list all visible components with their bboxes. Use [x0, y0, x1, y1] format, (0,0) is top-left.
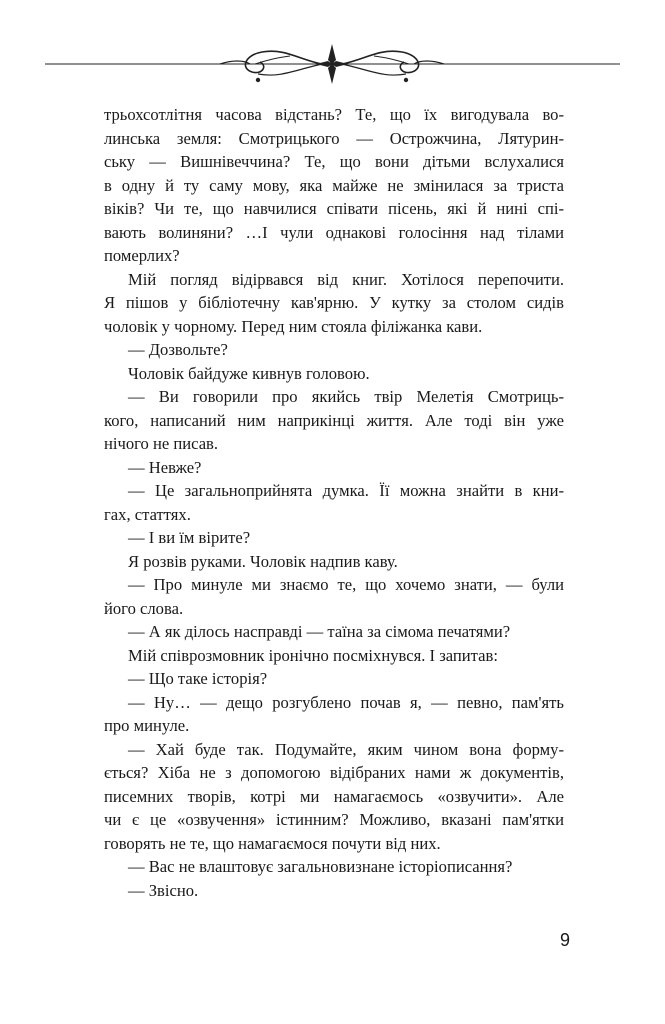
- text-line: — Хай буде так. Подумайте, яким чином вона форму-: [128, 739, 564, 759]
- flourish-ornament-icon: [0, 30, 665, 90]
- text-line: нічого не писав.: [104, 434, 219, 453]
- text-line: говорять не те, що намагаємося почути від них.: [104, 833, 441, 853]
- text-line: Мій співрозмовник іронічно посміхнувся. І запитав:: [128, 645, 498, 665]
- body-text: [104, 103, 564, 902]
- text-line: Я розвів руками. Чоловік надпив каву.: [128, 551, 398, 571]
- text-line: померлих?: [104, 246, 180, 265]
- text-line: вають волиняни? …І чули однакові голосіння над тілами: [104, 222, 564, 242]
- text-line: чи є це «озвучення» істинним? Можливо, вказані пам'ятки: [104, 810, 564, 829]
- text-line: ську — Вишнівеччина? Те, що вони дітьми вслухалися: [104, 152, 564, 171]
- text-line: — Ну… — дещо розгублено почав я, — певно, пам'ять: [128, 692, 564, 712]
- text-line: — Дозвольте?: [128, 340, 228, 359]
- text-line: ється? Хіба не з допомогою відібраних нами ж документів,: [104, 763, 564, 782]
- text-line: — Що таке історія?: [128, 669, 268, 688]
- text-line: його слова.: [104, 598, 184, 618]
- text-line: про минуле.: [104, 716, 190, 735]
- text-line: — І ви їм вірите?: [128, 528, 251, 547]
- text-line: — Ви говорили про якийсь твір Мелетія Смотриць-: [128, 387, 564, 406]
- text-line: чоловік у чорному. Перед ним стояла філіжанка кави.: [104, 316, 483, 336]
- text-line: в одну й ту саму мову, яка майже не змінилася за триста: [104, 175, 564, 195]
- page-number: 9: [560, 930, 571, 950]
- text-line: гах, статтях.: [104, 504, 191, 524]
- text-line: — Невже?: [128, 457, 202, 477]
- text-line: — Звісно.: [128, 880, 199, 900]
- text-line: — Це загальноприйнята думка. Її можна знайти в кни-: [128, 481, 564, 500]
- text-line: трьохсотлітня часова відстань? Те, що їх вигодувала во-: [104, 105, 564, 124]
- text-line: кого, написаний ним наприкінці життя. Але тоді він уже: [104, 410, 564, 430]
- text-line: — Вас не влаштовує загальновизнане історіописання?: [128, 857, 513, 876]
- text-line: Мій погляд відірвався від книг. Хотілося перепочити.: [128, 269, 564, 289]
- text-line: віків? Чи те, що навчилися співати пісень, які й нині спі-: [104, 199, 564, 218]
- text-line: — А як ділось насправді — таїна за сімома печатями?: [128, 622, 511, 641]
- text-line: линська земля: Смотрицького — Острожчина, Лятурин-: [104, 128, 564, 148]
- text-line: писемних творів, котрі ми намагаємось «озвучити». Але: [104, 786, 564, 806]
- text-line: — Про минуле ми знаємо те, що хочемо знати, — були: [128, 575, 564, 594]
- text-line: Чоловік байдуже кивнув головою.: [128, 363, 370, 383]
- text-line: Я пішов у бібліотечну кав'ярню. У кутку за столом сидів: [104, 293, 564, 312]
